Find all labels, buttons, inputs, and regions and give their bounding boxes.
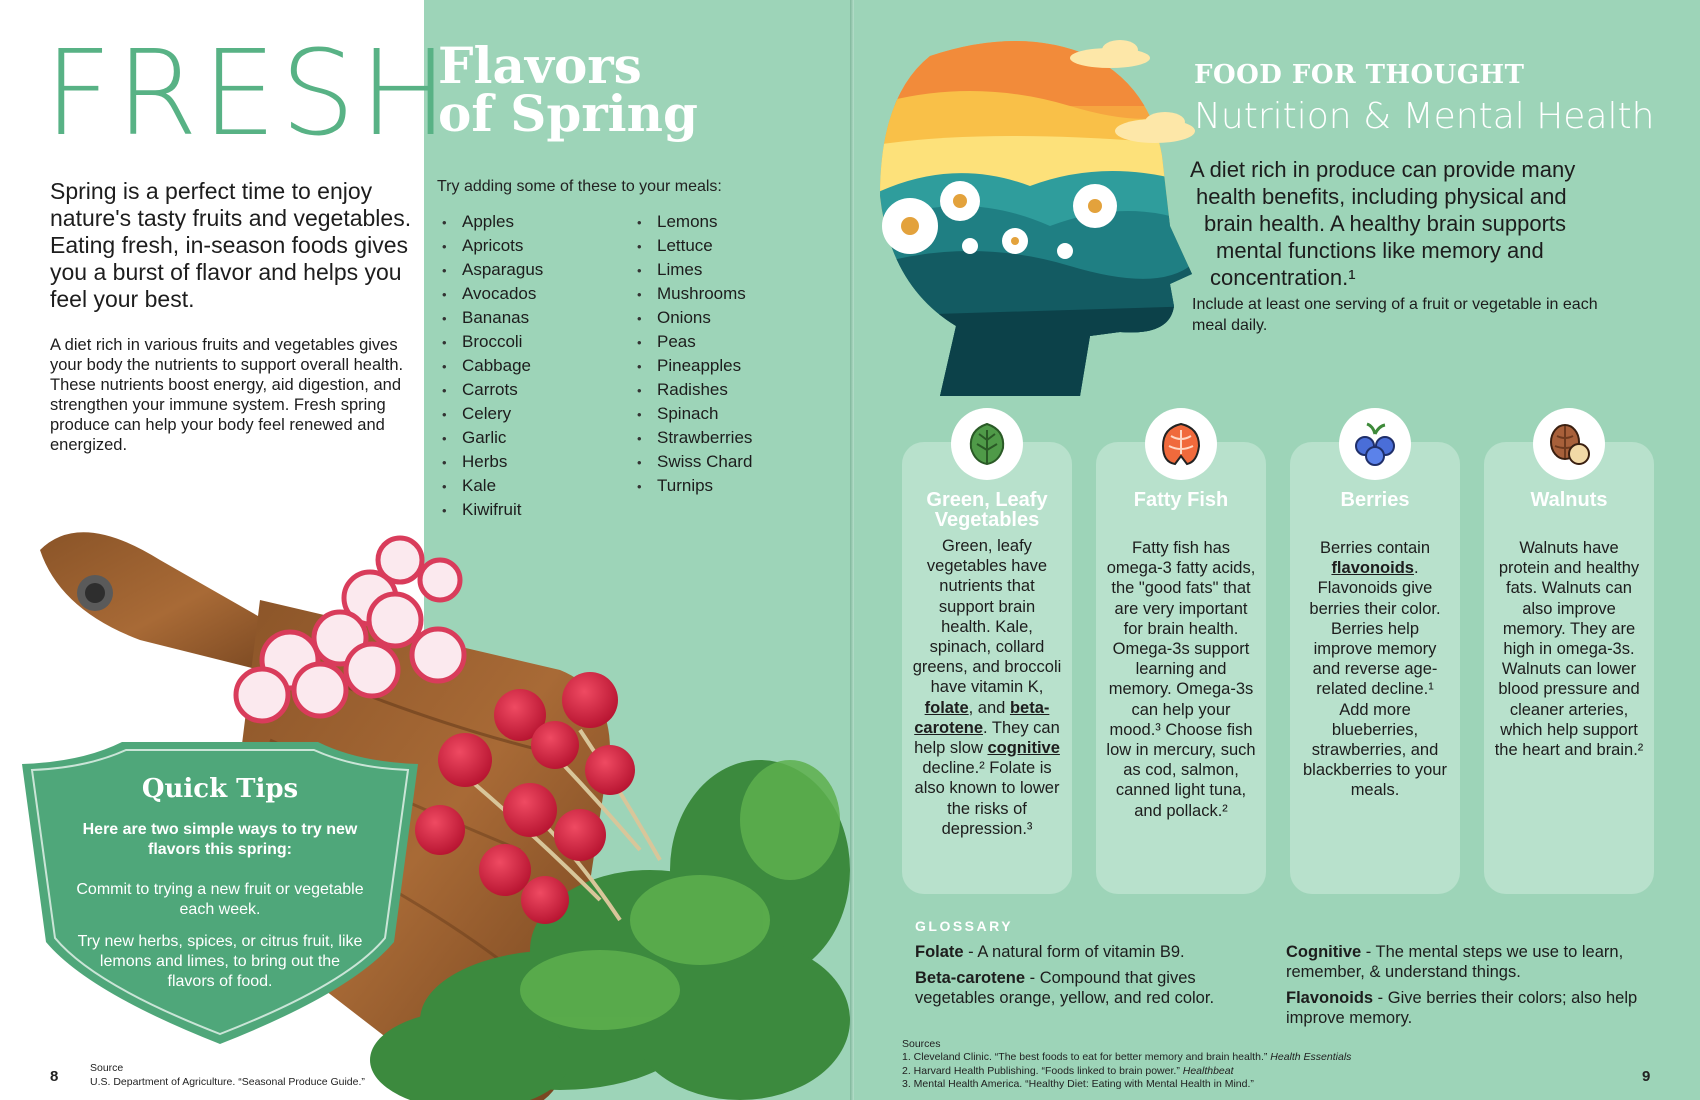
card-title: Green, Leafy Vegetables <box>926 489 1048 531</box>
produce-item: • Garlic <box>442 426 543 450</box>
produce-item: • Mushrooms <box>637 282 752 306</box>
card-title: Walnuts <box>1530 489 1608 511</box>
produce-item: • Lemons <box>637 210 752 234</box>
card-title: Berries <box>1340 489 1410 511</box>
leafy-greens-icon <box>951 408 1023 480</box>
page-number-left: 8 <box>50 1068 59 1085</box>
produce-item: • Turnips <box>637 474 752 498</box>
page-number-right: 9 <box>1642 1068 1651 1085</box>
salmon-steak-icon <box>1145 408 1217 480</box>
term-cognitive: cognitive <box>987 739 1060 758</box>
produce-item: • Broccoli <box>442 330 543 354</box>
produce-item: • Apples <box>442 210 543 234</box>
produce-item: • Pineapples <box>637 354 752 378</box>
quick-tips-badge <box>22 742 418 1044</box>
produce-item: • Spinach <box>637 402 752 426</box>
produce-item: • Apricots <box>442 234 543 258</box>
quick-tips-intro: Here are two simple ways to try new flavors this spring: <box>82 821 358 858</box>
source-text: U.S. Department of Agriculture. “Seasonal Produce Guide.” <box>90 1076 365 1088</box>
quick-tips-title: Quick Tips <box>141 774 299 804</box>
produce-item: • Cabbage <box>442 354 543 378</box>
source-item-3: 3. Mental Health America. “Healthy Diet: Eating with Mental Health in Mind.” <box>902 1077 1254 1090</box>
produce-item: • Avocados <box>442 282 543 306</box>
source-item-2: 2. Harvard Health Publishing. “Foods linked to brain power.” Healthbeat <box>902 1064 1234 1077</box>
term-folate: folate <box>924 698 969 717</box>
produce-list-column-2 <box>637 210 752 498</box>
headline-line-1: Flavors <box>438 36 642 95</box>
source-label: Source <box>90 1062 124 1074</box>
produce-item: • Asparagus <box>442 258 543 282</box>
food-card-walnuts <box>1484 442 1654 894</box>
produce-item: • Kale <box>442 474 543 498</box>
produce-item: • Onions <box>637 306 752 330</box>
lead-line: brain health. A healthy brain supports <box>1204 211 1567 236</box>
produce-item: • Bananas <box>442 306 543 330</box>
produce-item: • Kiwifruit <box>442 498 543 522</box>
lead-line: concentration.¹ <box>1210 265 1356 290</box>
section-title: Nutrition & Mental Health <box>1194 96 1655 137</box>
produce-item: • Celery <box>442 402 543 426</box>
head-silhouette-landscape-illustration <box>870 36 1200 396</box>
glossary-folate: Folate - A natural form of vitamin B9. <box>915 943 1185 961</box>
lead-line: mental functions like memory and <box>1216 238 1544 263</box>
produce-item: • Herbs <box>442 450 543 474</box>
headline-flavors-of-spring <box>438 36 698 143</box>
serving-note: Include at least one serving of a fruit or vegetable in each meal daily. <box>1192 296 1598 334</box>
produce-list-column-1 <box>442 210 543 522</box>
produce-item: • Limes <box>637 258 752 282</box>
produce-item: • Peas <box>637 330 752 354</box>
walnut-icon <box>1533 408 1605 480</box>
lead-line: health benefits, including physical and <box>1196 184 1567 209</box>
source-item-1: 1. Cleveland Clinic. “The best foods to eat for better memory and brain health.” Health Essentials <box>902 1051 1352 1064</box>
source-note-left <box>90 1061 365 1089</box>
quick-tip-2: Try new herbs, spices, or citrus fruit, like lemons and limes, to bring out the flavors of food. <box>77 933 363 990</box>
card-text: Green, leafy vegetables have nutrients that support brain health. Kale, spinach, collard greens, and broccoli have vitamin K, folate, and beta-carotene. They can help slow cognitive decline.² Folate is also known to lower the risks of depression.³ <box>912 537 1062 838</box>
card-text: Walnuts have protein and healthy fats. Walnuts can also improve memory. They are high in omega-3s. Walnuts can lower blood pressure and cleaner arteries, which help support the heart and brain.² <box>1494 539 1644 760</box>
food-card-leafy-greens <box>902 442 1072 894</box>
glossary-label: GLOSSARY <box>915 918 1014 934</box>
produce-item: • Swiss Chard <box>637 450 752 474</box>
term-beta-carotene: beta-carotene <box>914 698 1050 737</box>
lead-paragraph <box>1190 156 1630 291</box>
card-title: Fatty Fish <box>1133 489 1229 511</box>
intro-paragraph: Spring is a perfect time to enjoy nature's tasty fruits and vegetables. Eating fresh, in-season foods gives you a burst of flavor and helps you feel your best. <box>50 178 412 312</box>
quick-tip-1: Commit to trying a new fruit or vegetable each week. <box>76 881 364 918</box>
food-card-fatty-fish <box>1096 442 1266 894</box>
sources-list <box>902 1038 1351 1091</box>
sources-label: Sources <box>902 1038 941 1050</box>
produce-item: • Radishes <box>637 378 752 402</box>
glossary-cognitive: Cognitive - The mental steps we use to learn, remember, & understand things. <box>1286 943 1624 981</box>
food-card-berries <box>1290 442 1460 894</box>
blueberries-icon <box>1339 408 1411 480</box>
headline-line-2: of Spring <box>438 84 698 143</box>
card-text: Berries contain flavonoids. Flavonoids give berries their color. Berries help improve memory and reverse age-related decline.¹ Add more blueberries, strawberries, and blackberries to your meals. <box>1303 539 1447 800</box>
lead-line: A diet rich in produce can provide many <box>1190 157 1576 182</box>
produce-item: • Strawberries <box>637 426 752 450</box>
section-kicker: FOOD FOR THOUGHT <box>1194 60 1525 90</box>
card-text: Fatty fish has omega-3 fatty acids, the "good fats" that are very important for brain health. Omega-3s support learning and memory. Omega-3s can help your mood.³ Choose fish low in mercury, such as cod, salmon, canned light tuna, and pollack.² <box>1106 539 1256 820</box>
glossary-flavonoids: Flavonoids - Give berries their colors; also help improve memory. <box>1286 989 1638 1027</box>
body-paragraph: A diet rich in various fruits and vegetables gives your body the nutrients to support overall health. These nutrients boost energy, aid digestion, and strengthen your immune system. Fresh spring produce can help your body feel renewed and energized. <box>50 336 404 454</box>
glossary-beta-carotene: Beta-carotene - Compound that gives vegetables orange, yellow, and red color. <box>915 969 1215 1007</box>
term-flavonoids: flavonoids <box>1331 559 1414 578</box>
produce-item: • Carrots <box>442 378 543 402</box>
produce-item: • Lettuce <box>637 234 752 258</box>
headline-fresh: FRESH <box>44 24 453 162</box>
produce-list-label: Try adding some of these to your meals: <box>437 178 722 195</box>
